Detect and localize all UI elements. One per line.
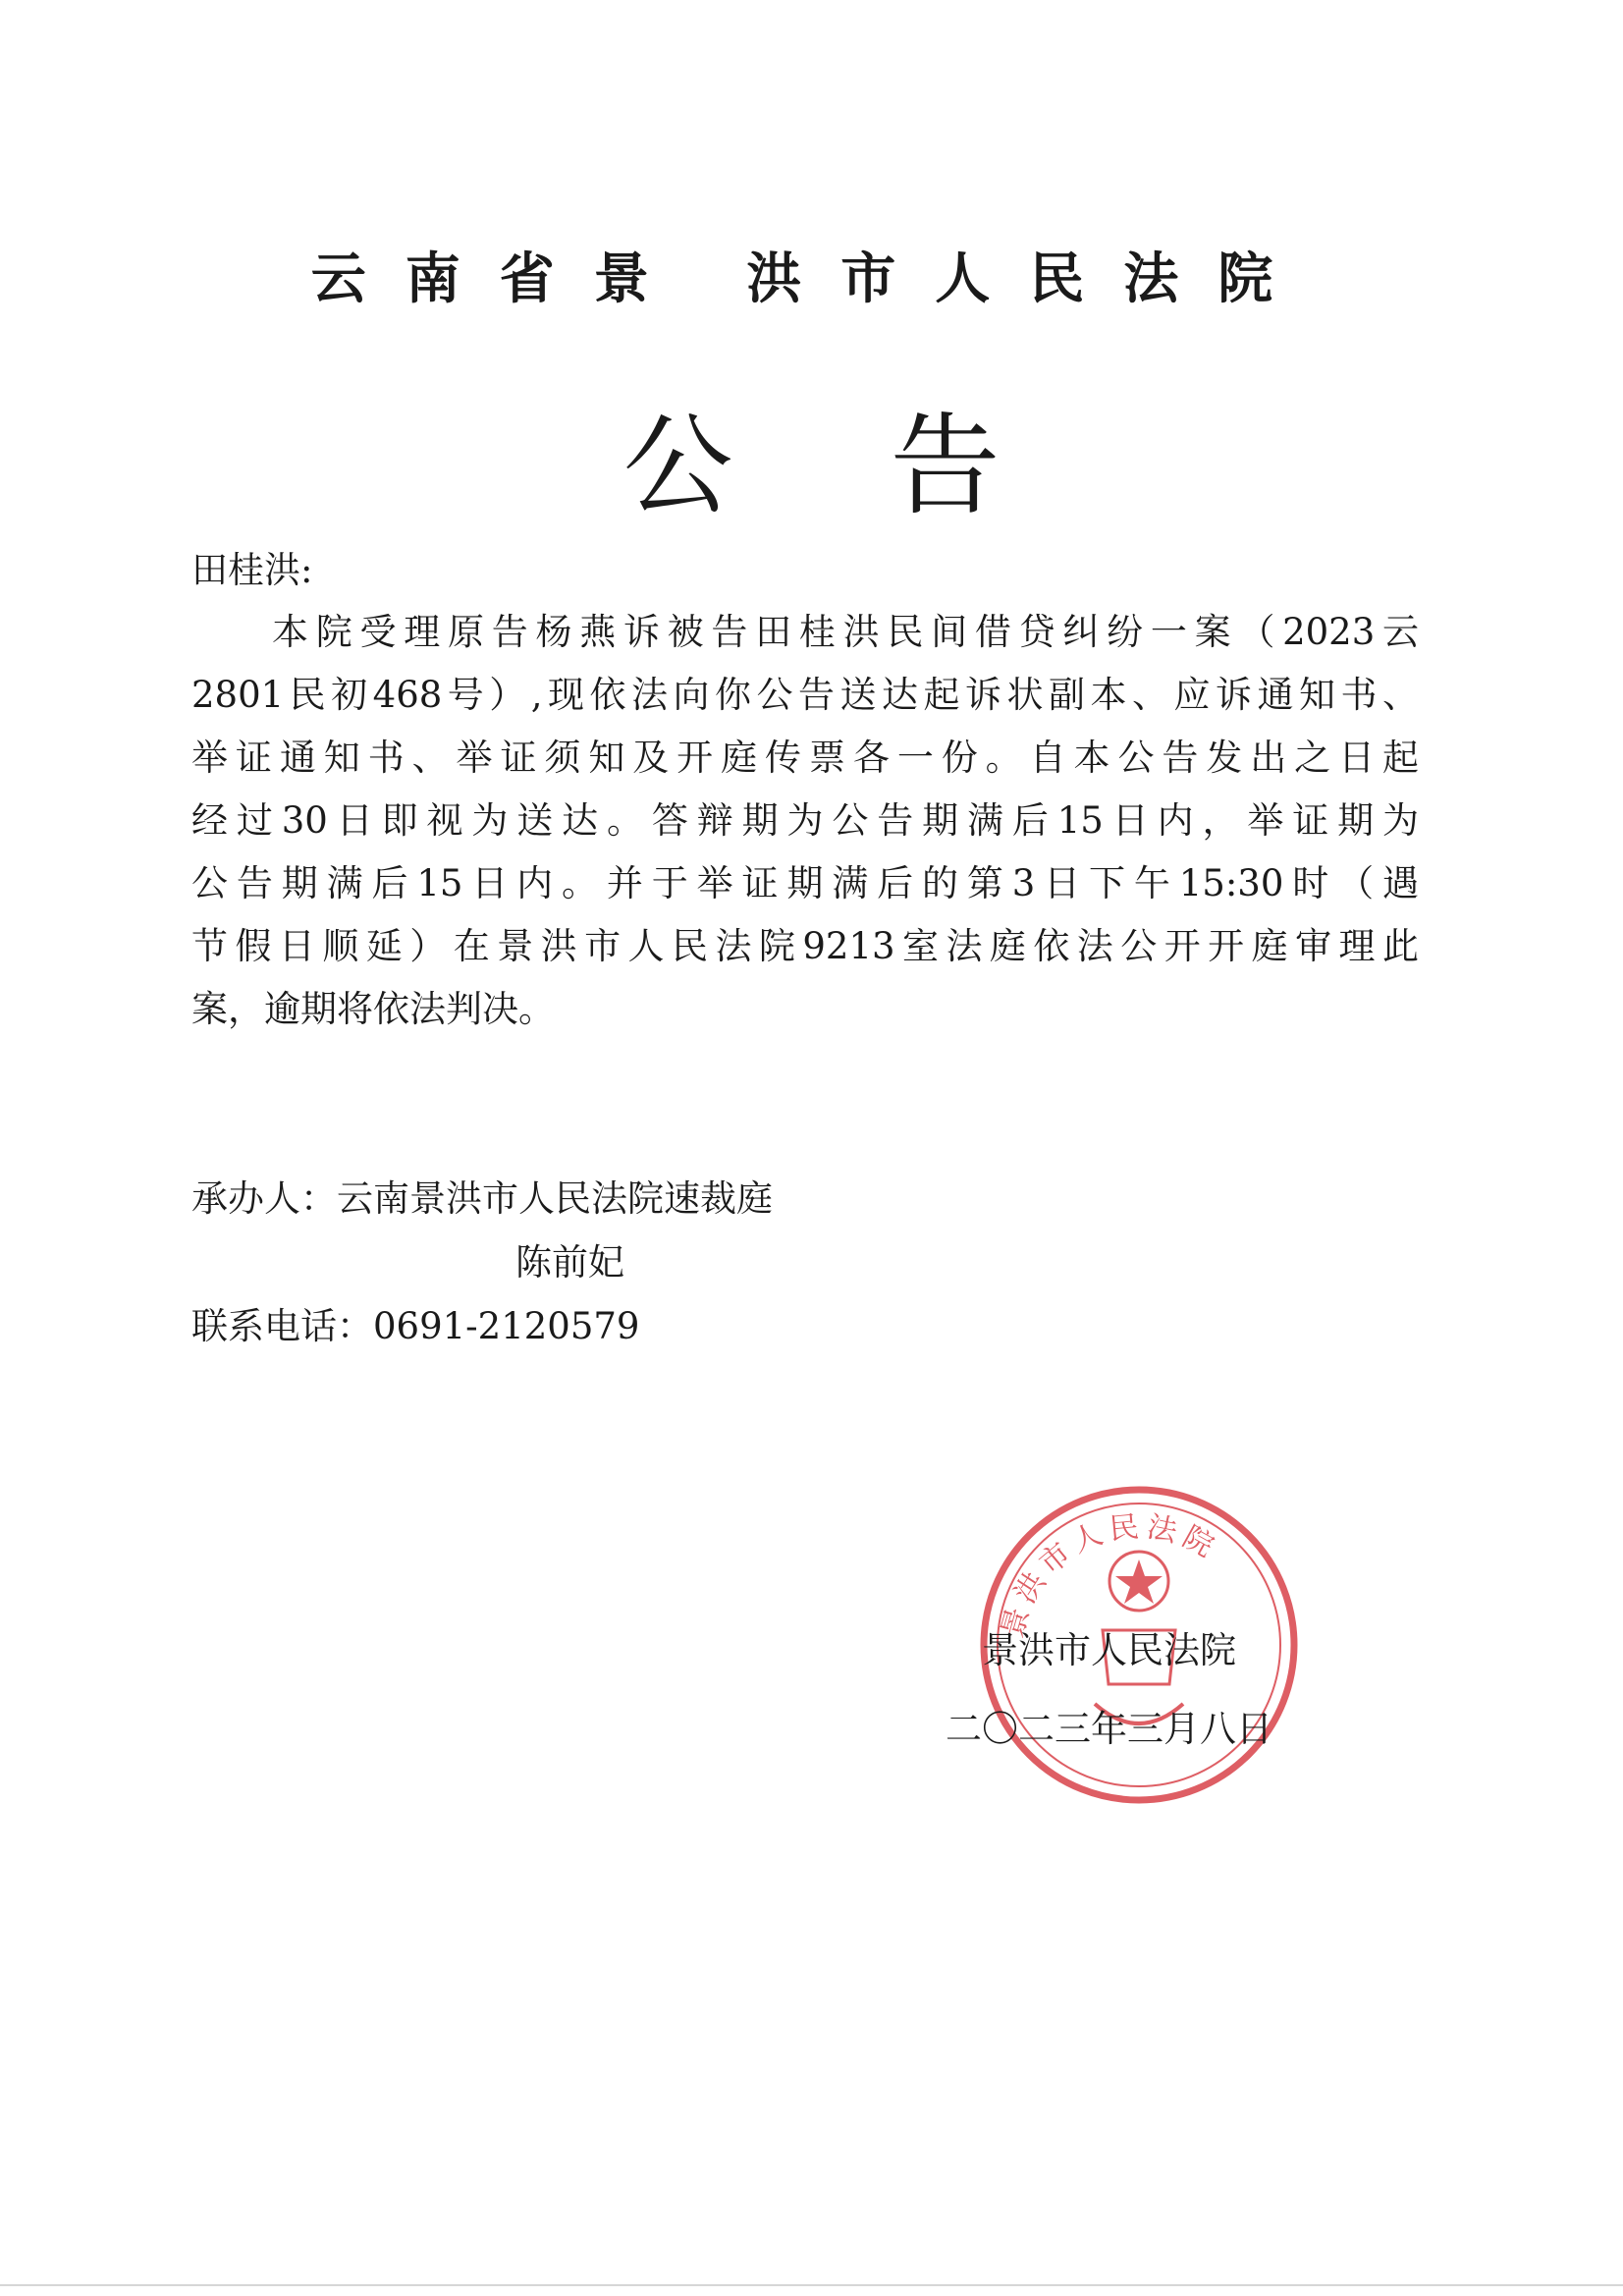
notice-body-line: 本院受理原告杨燕诉被告田桂洪民间借贷纠纷一案（2023云 — [272, 611, 1419, 653]
document-title: 公告 — [622, 403, 1158, 530]
notice-body-line: 公告期满后15日内。并于举证期满后的第3日下午15:30时（遇 — [191, 862, 1419, 904]
scan-edge-line — [0, 2284, 1623, 2286]
addressee: 田桂洪: — [191, 549, 313, 591]
notice-body-line: 2801民初468号）,现依法向你公告送达起诉状副本、应诉通知书、 — [191, 674, 1419, 716]
contact-phone: 联系电话：0691-2120579 — [191, 1305, 640, 1347]
signing-court: 景洪市人民法院 — [982, 1629, 1236, 1671]
case-handler: 承办人：云南景洪市人民法院速裁庭 — [191, 1177, 773, 1220]
notice-body-line: 举证通知书、举证须知及开庭传票各一份。自本公告发出之日起 — [191, 737, 1419, 779]
notice-body — [191, 601, 1419, 1041]
notice-body-line: 节假日顺延）在景洪市人民法院9213室法庭依法公开开庭审理此 — [191, 925, 1419, 967]
court-name-header: 云南省景 洪市人民法院 — [310, 247, 1313, 311]
seal-text: 景洪市人民法院 — [995, 1508, 1224, 1642]
notice-body-line: 案，逾期将依法判决。 — [191, 988, 555, 1030]
seal-star-icon — [1115, 1559, 1163, 1604]
signing-date: 二〇二三年三月八日 — [946, 1708, 1272, 1750]
notice-body-line: 经过30日即视为送达。答辩期为公告期满后15日内，举证期为 — [191, 799, 1419, 842]
handler-name: 陈前妃 — [515, 1241, 624, 1284]
